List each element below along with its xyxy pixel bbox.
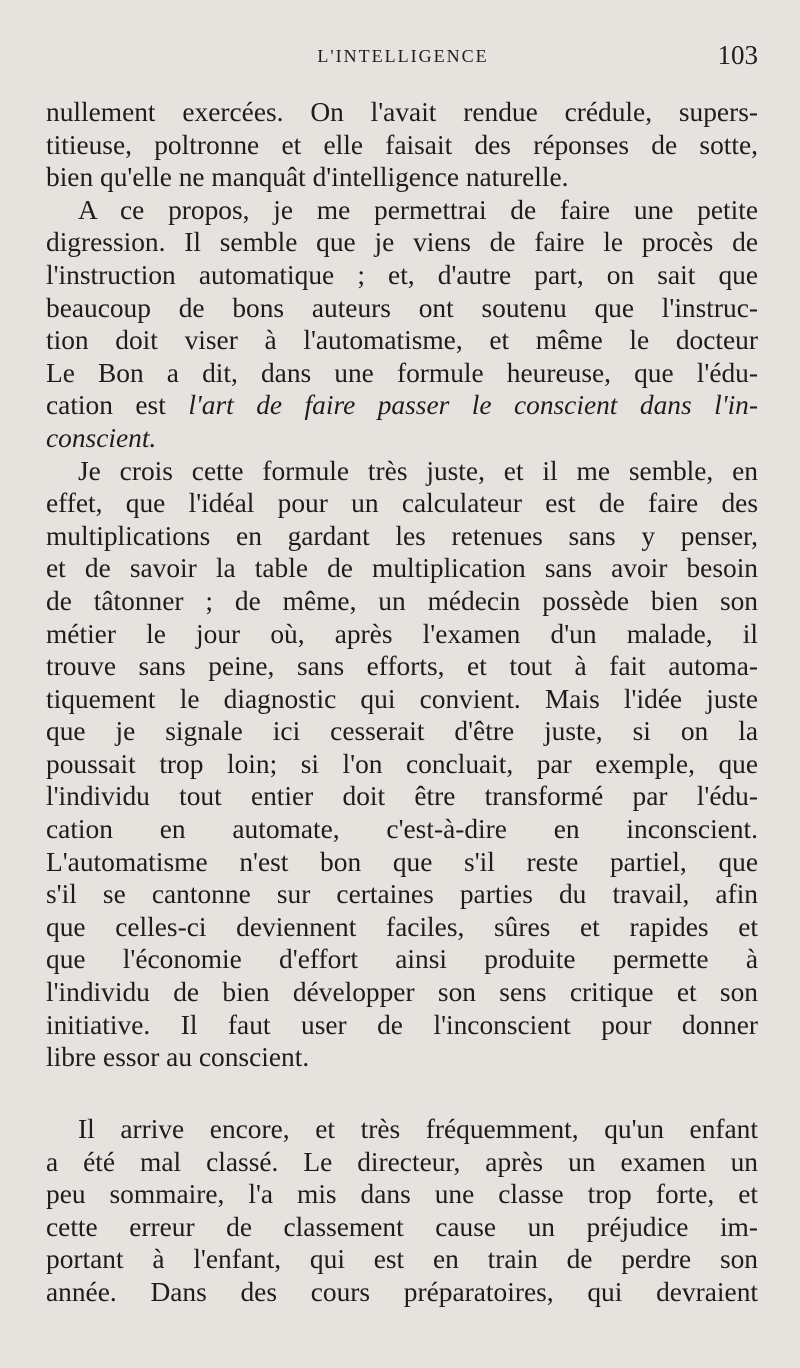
text-segment: cation est xyxy=(46,390,189,421)
text-line: nullement exercées. On l'avait rendue crédule, supers- xyxy=(46,97,758,127)
text-line: métier le jour où, après l'examen d'un malade, il xyxy=(46,618,758,649)
text-line: multiplications en gardant les retenues sans y penser, xyxy=(46,520,758,551)
text-line: portant à l'enfant, qui est en train de perdre son xyxy=(46,1244,758,1275)
text-line: poussait trop loin; si l'on concluait, par exemple, que xyxy=(46,748,758,779)
text-line-mixed xyxy=(46,389,758,422)
text-line: que l'économie d'effort ainsi produite permette à xyxy=(46,944,758,975)
text-line: Le Bon a dit, dans une formule heureuse, que l'édu- xyxy=(46,357,758,388)
text-line: L'automatisme n'est bon que s'il reste partiel, que xyxy=(46,846,758,877)
running-title: L'INTELLIGENCE xyxy=(317,46,489,66)
text-line: a été mal classé. Le directeur, après un examen un xyxy=(46,1146,758,1177)
italic-quote: l'art de faire passer le conscient dans l'in- xyxy=(188,390,758,421)
text-line: l'individu de bien développer son sens critique et son xyxy=(46,977,758,1008)
text-line: cette erreur de classement cause un préjudice im- xyxy=(46,1211,758,1242)
text-line: bien qu'elle ne manquât d'intelligence naturelle. xyxy=(46,162,569,193)
text-line: tion doit viser à l'automatisme, et même le docteur xyxy=(46,325,758,356)
text-line: année. Dans des cours préparatoires, qui devraient xyxy=(46,1276,758,1307)
body-text-upper xyxy=(46,96,758,1074)
body-text-lower xyxy=(46,1113,758,1309)
text-line: que celles-ci deviennent faciles, sûres et rapides et xyxy=(46,911,758,942)
text-line: s'il se cantonne sur certaines parties du travail, afin xyxy=(46,879,758,910)
italic-quote-end: conscient. xyxy=(46,422,157,453)
text-line: digression. Il semble que je viens de faire le procès de xyxy=(46,227,758,258)
text-line: l'individu tout entier doit être transformé par l'édu- xyxy=(46,781,758,812)
text-line: beaucoup de bons auteurs ont soutenu que l'instruc- xyxy=(46,292,758,323)
text-line: trouve sans peine, sans efforts, et tout à fait automa- xyxy=(46,651,758,682)
text-line: peu sommaire, l'a mis dans une classe trop forte, et xyxy=(46,1179,758,1210)
text-line: de tâtonner ; de même, un médecin possède bien son xyxy=(46,585,758,616)
text-line: Je crois cette formule très juste, et il me semble, en xyxy=(78,455,758,486)
text-line: initiative. Il faut user de l'inconscient pour donner xyxy=(46,1009,758,1040)
text-line: cation en automate, c'est-à-dire en inconscient. xyxy=(46,814,758,845)
text-line: effet, que l'idéal pour un calculateur est de faire des xyxy=(46,488,758,519)
text-line: et de savoir la table de multiplication sans avoir besoin xyxy=(46,553,758,584)
text-line: l'instruction automatique ; et, d'autre part, on sait que xyxy=(46,259,758,290)
text-line: que je signale ici cesserait d'être juste, si on la xyxy=(46,716,758,747)
text-line: tiquement le diagnostic qui convient. Mais l'idée juste xyxy=(46,683,758,714)
page-number: 103 xyxy=(717,40,758,70)
text-line: libre essor au conscient. xyxy=(46,1042,310,1073)
text-line: Il arrive encore, et très fréquemment, qu'un enfant xyxy=(78,1114,758,1144)
text-line: A ce propos, je me permettrai de faire une petite xyxy=(78,194,758,225)
text-line: titieuse, poltronne et elle faisait des réponses de sotte, xyxy=(46,129,758,160)
running-head xyxy=(48,40,758,76)
